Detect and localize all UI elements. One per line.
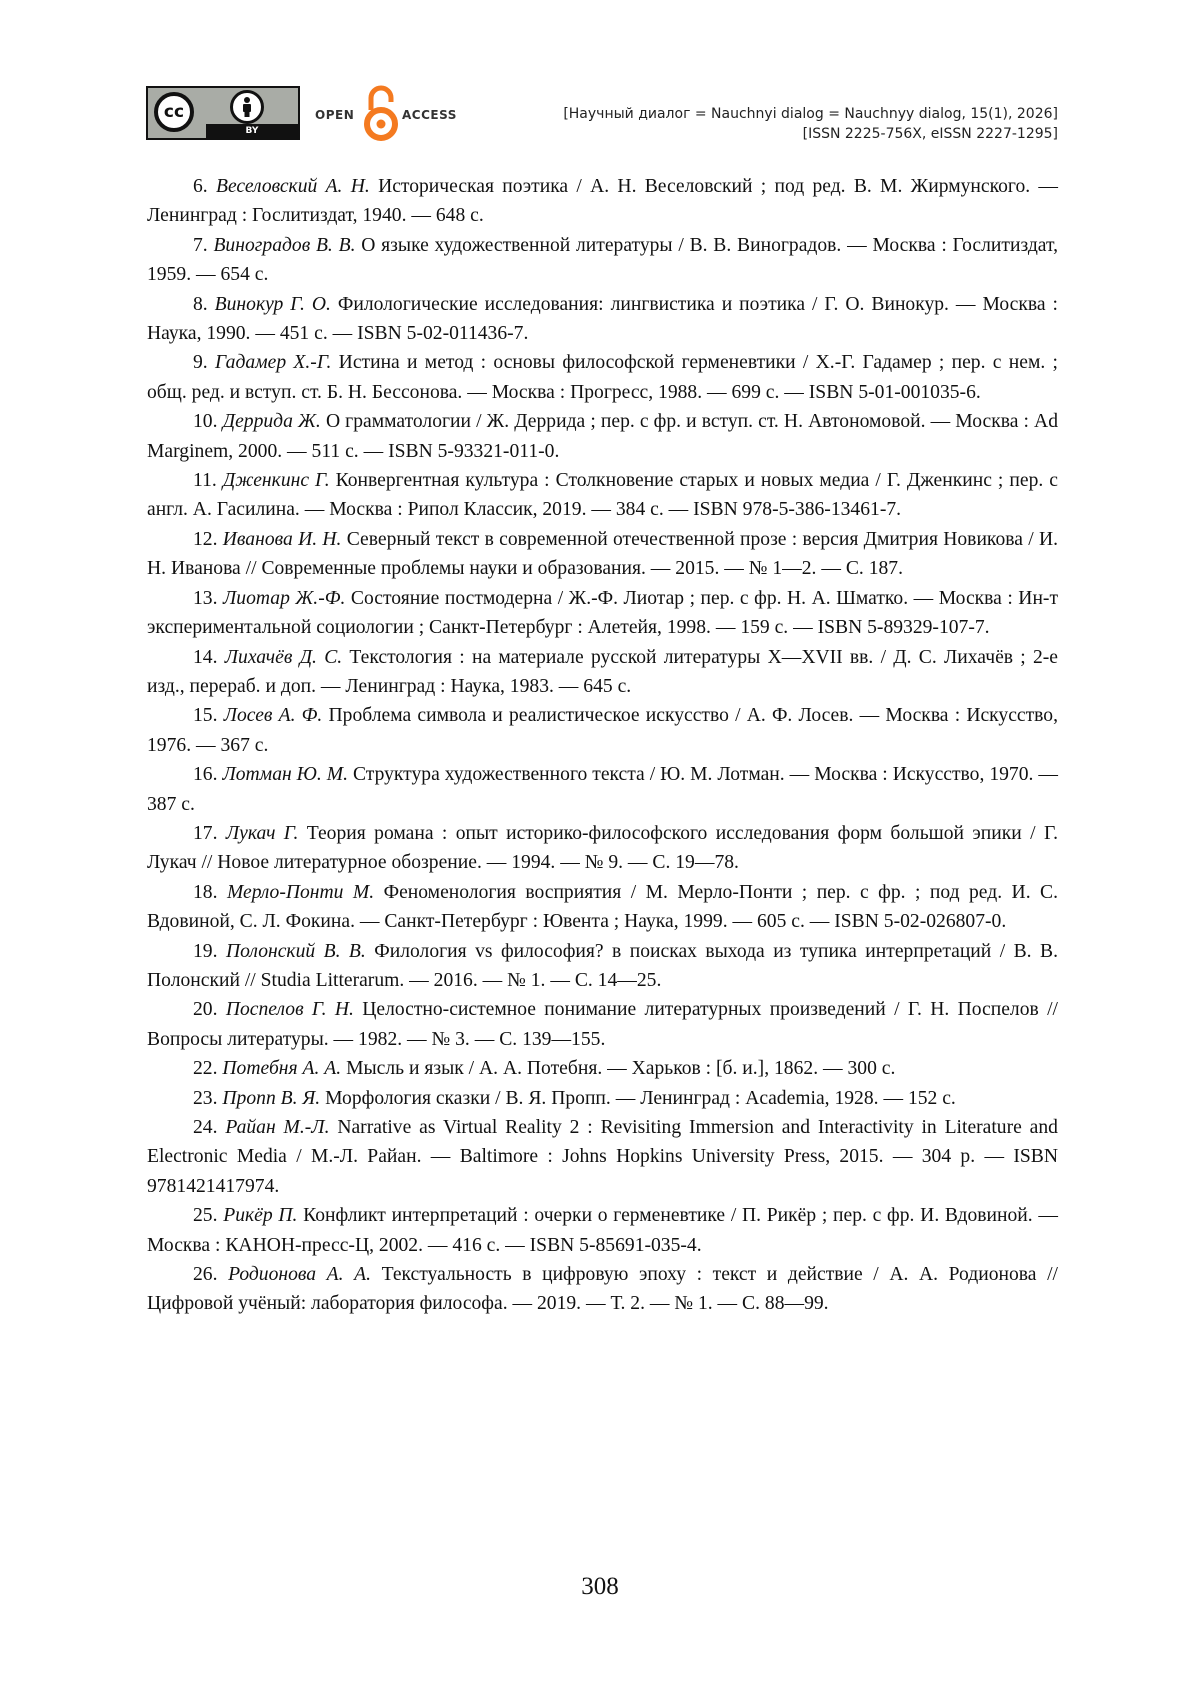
reference-item bbox=[147, 937, 1058, 996]
reference-text: Структура художественного текста / Ю. М. Лотман. — Москва : Искусство, 1970. — 387 с. bbox=[147, 764, 1058, 815]
reference-text: Морфология сказки / В. Я. Пропп. — Ленинград : Academia, 1928. — 152 с. bbox=[325, 1087, 956, 1109]
journal-citation-header bbox=[563, 104, 1058, 144]
reference-author: Райан М.-Л. bbox=[225, 1117, 330, 1138]
reference-number: 16. bbox=[193, 764, 218, 786]
reference-author: Винокур Г. О. bbox=[214, 293, 331, 315]
reference-text: Историческая поэтика / А. Н. Веселовский ; под ред. В. М. Жирмунского. — Ленинград : Гослитиздат, 1940. — 648 с. bbox=[147, 176, 1058, 227]
reference-author: Рикёр П. bbox=[223, 1205, 298, 1227]
reference-text: Целостно-системное понимание литературных произведений / Г. Н. Поспелов // Вопросы литературы. — 1982. — № 3. — С. 139—155. bbox=[147, 999, 1058, 1050]
reference-author: Дженкинс Г. bbox=[222, 470, 330, 492]
reference-number: 24. bbox=[193, 1117, 218, 1138]
reference-number: 9. bbox=[193, 352, 208, 374]
reference-author: Потебня А. А. bbox=[222, 1058, 342, 1080]
reference-author: Мерло-Понти М. bbox=[226, 881, 375, 903]
reference-number: 25. bbox=[193, 1205, 218, 1227]
reference-text: О грамматологии / Ж. Деррида ; пер. с фр. и вступ. ст. Н. Автономовой. — Москва : Ad Marginem, 2000. — 511 с. — ISBN 5-93321-011-0. bbox=[147, 411, 1059, 462]
reference-item bbox=[147, 760, 1058, 819]
reference-item bbox=[147, 466, 1058, 525]
reference-author: Гадамер Х.-Г. bbox=[214, 352, 332, 374]
reference-item bbox=[147, 231, 1058, 290]
reference-item bbox=[147, 819, 1058, 878]
reference-item bbox=[147, 584, 1058, 643]
reference-text: О языке художественной литературы / В. В. Виноградов. — Москва : Гослитиздат, 1959. — 654 с. bbox=[147, 234, 1058, 286]
reference-text: Состояние постмодерна / Ж.-Ф. Лиотар ; пер. с фр. Н. А. Шматко. — Москва : Ин-т экспериментальной социологии ; Санкт-Петербург : Алетейя, 1998. — 159 с. — ISBN 5-89329-107-7. bbox=[147, 587, 1059, 639]
journal-title-line: [Научный диалог = Nauchnyi dialog = Nauchnyy dialog, 15(1), 2026] bbox=[563, 106, 1058, 122]
reference-text: Филологические исследования: лингвистика и поэтика / Г. О. Винокур. — Москва : Наука, 1990. — 451 с. — ISBN 5-02-011436-7. bbox=[147, 293, 1058, 345]
reference-author: Поспелов Г. Н. bbox=[225, 999, 354, 1021]
reference-item bbox=[147, 643, 1058, 702]
open-access-logo[interactable] bbox=[315, 84, 455, 144]
cc-by-license-badge[interactable] bbox=[146, 86, 300, 140]
reference-number: 18. bbox=[193, 881, 218, 903]
reference-number: 11. bbox=[193, 470, 217, 492]
reference-number: 17. bbox=[193, 822, 218, 844]
reference-text: Истина и метод : основы философской герменевтики / Х.-Г. Гадамер ; пер. с нем. ; общ. ред. и вступ. ст. Б. Н. Бессонова. — Москва : Прогресс, 1988. — 699 с. — ISBN 5-01-001035-6. bbox=[147, 352, 1058, 403]
reference-number: 23. bbox=[193, 1087, 218, 1109]
reference-author: Веселовский А. Н. bbox=[215, 176, 370, 197]
reference-author: Полонский В. В. bbox=[225, 940, 366, 962]
reference-author: Иванова И. Н. bbox=[222, 528, 342, 550]
reference-number: 22. bbox=[193, 1058, 218, 1080]
reference-number: 10. bbox=[193, 411, 218, 433]
reference-text: Текстология : на материале русской литературы X—XVII вв. / Д. С. Лихачёв ; 2-е изд., перераб. и доп. — Ленинград : Наука, 1983. — 645 с. bbox=[147, 646, 1058, 697]
reference-item bbox=[147, 1054, 1058, 1083]
reference-list bbox=[147, 172, 1058, 1319]
reference-author: Родионова А. А. bbox=[228, 1264, 372, 1286]
reference-number: 14. bbox=[193, 646, 218, 668]
reference-item bbox=[147, 348, 1058, 407]
reference-text: Северный текст в современной отечественной прозе : версия Дмитрия Новикова / И. Н. Иванова // Современные проблемы науки и образования. — 2015. — № 1—2. — С. 187. bbox=[147, 528, 1058, 580]
reference-number: 8. bbox=[193, 293, 208, 315]
reference-item bbox=[147, 701, 1058, 760]
reference-number: 19. bbox=[193, 940, 218, 962]
reference-item bbox=[147, 1084, 1058, 1113]
open-access-right-text: ACCESS bbox=[402, 108, 457, 122]
reference-item bbox=[147, 172, 1058, 231]
by-label: BY bbox=[245, 126, 259, 136]
reference-item bbox=[147, 525, 1058, 584]
reference-author: Лосев А. Ф. bbox=[223, 705, 323, 727]
attribution-person-icon bbox=[230, 90, 264, 124]
reference-text: Конвергентная культура : Столкновение старых и новых медиа / Г. Дженкинс ; пер. с англ. А. Гасилина. — Москва : Рипол Классик, 2019. — 384 с. — ISBN 978-5-386-13461-7. bbox=[147, 470, 1058, 521]
reference-number: 26. bbox=[193, 1264, 218, 1286]
reference-author: Лиотар Ж.-Ф. bbox=[223, 587, 346, 609]
reference-author: Лотман Ю. М. bbox=[222, 764, 348, 786]
reference-author: Пропп В. Я. bbox=[222, 1087, 321, 1109]
reference-author: Виноградов В. В. bbox=[213, 234, 356, 256]
reference-text: Теория романа : опыт историко-философского исследования форм большой эпики / Г. Лукач // Новое литературное обозрение. — 1994. — № 9. — С. 19—78. bbox=[147, 822, 1058, 874]
page-number: 308 bbox=[581, 1573, 619, 1600]
reference-item bbox=[147, 995, 1058, 1054]
reference-author: Лихачёв Д. С. bbox=[224, 646, 343, 668]
reference-number: 15. bbox=[193, 705, 218, 727]
reference-number: 7. bbox=[193, 234, 208, 256]
reference-text: Конфликт интерпретаций : очерки о герменевтике / П. Рикёр ; пер. с фр. И. Вдовиной. — Москва : КАНОН-пресс-Ц, 2002. — 416 с. — ISBN 5-85691-035-4. bbox=[147, 1205, 1059, 1256]
reference-item bbox=[147, 878, 1058, 937]
reference-text: Мысль и язык / А. А. Потебня. — Харьков : [б. и.], 1862. — 300 с. bbox=[346, 1058, 896, 1080]
reference-number: 12. bbox=[193, 528, 218, 550]
reference-item bbox=[147, 407, 1058, 466]
reference-text: Проблема символа и реалистическое искусство / А. Ф. Лосев. — Москва : Искусство, 1976. — 367 с. bbox=[147, 705, 1058, 756]
journal-issn-line: [ISSN 2225-756X, eISSN 2227-1295] bbox=[802, 126, 1058, 142]
reference-item bbox=[147, 1201, 1058, 1260]
reference-text: Филология vs философия? в поисках выхода из тупика интерпретаций / В. В. Полонский // Studia Litterarum. — 2016. — № 1. — С. 14—25. bbox=[147, 940, 1058, 991]
open-lock-icon bbox=[363, 84, 399, 144]
reference-number: 20. bbox=[193, 999, 218, 1021]
reference-number: 13. bbox=[193, 587, 218, 609]
open-access-left-text: OPEN bbox=[315, 108, 355, 122]
reference-author: Лукач Г. bbox=[225, 822, 299, 844]
reference-text: Феноменология восприятия / М. Мерло-Понти ; пер. с фр. ; под ред. И. С. Вдовиной, С. Л. Фокина. — Санкт-Петербург : Ювента ; Наука, 1999. — 605 с. — ISBN 5-02-026807-0. bbox=[147, 881, 1059, 933]
reference-text: Текстуальность в цифровую эпоху : текст и действие / А. А. Родионова // Цифровой учёный: лаборатория философа. — 2019. — Т. 2. — № 1. — С. 88—99. bbox=[147, 1264, 1058, 1315]
reference-item bbox=[147, 1113, 1058, 1201]
cc-icon: cc bbox=[154, 92, 194, 132]
reference-number: 6. bbox=[193, 176, 208, 197]
reference-text: Narrative as Virtual Reality 2 : Revisiting Immersion and Interactivity in Literature and Electronic Media / М.-Л. Райан. — Baltimore : Johns Hopkins University Press, 2015. — 304 p. — ISBN 9781421417974. bbox=[147, 1117, 1058, 1197]
reference-item bbox=[147, 290, 1058, 349]
reference-author: Деррида Ж. bbox=[222, 411, 321, 433]
reference-item bbox=[147, 1260, 1058, 1319]
